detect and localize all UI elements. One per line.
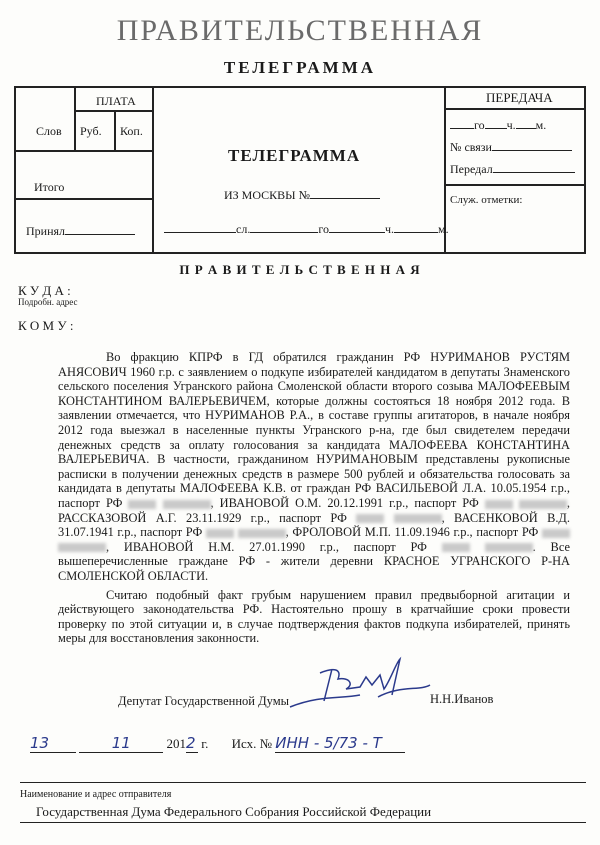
body-paragraph-2: Считаю подобный факт грубым нарушением правил предвыборной агитации и действующего законодательства РФ. Настоятельно прошу в кратчайшие сроки провести проверку по этой ситуации и, в случае подтверждения фактов подкупа избирателей, принять меры для восстановления законности. [58,587,570,646]
n-svyazi-label: № связи [450,140,572,155]
telegram-form [14,86,586,254]
prinyal-label: Принял [26,224,135,239]
sender-underline [20,822,586,823]
telegram-type: П Р А В И Т Е Л Ь С Т В Е Н Н А Я [179,262,421,277]
date-year-digit: 2 [186,734,198,753]
kuda-label: К У Д А : [18,283,71,298]
signature-position: Депутат Государственной Думы [118,694,290,708]
date-month: 11 [79,734,163,753]
document-subtitle: ТЕЛЕГРАММА [223,58,377,77]
sender-divider [20,782,586,783]
komu-label: К О М У : [18,318,74,333]
ish-label: Исх. № [231,736,273,751]
sent-time-line: сл. го ч. м. [164,222,449,237]
sluzh-label: Служ. отметки: [450,194,523,206]
slov-label: Слов [36,124,62,138]
rub-label: Руб. [80,124,102,138]
iz-moskvy-label: ИЗ МОСКВЫ № [224,188,380,203]
ish-number: ИНН - 5/73 - Т [275,734,405,753]
telegram-body [58,350,570,646]
sender-value: Государственная Дума Федерального Собрания Российской Федерации [36,804,432,819]
transfer-time-line: го ч. м. [450,118,546,133]
peredacha-label: ПЕРЕДАЧА [486,90,553,105]
peredal-label: Передал [450,162,575,177]
date-line [30,734,405,753]
podrobn-label: Подробн. адрес [18,297,78,307]
signature-image [280,655,450,715]
plata-label: ПЛАТА [96,94,136,108]
telegramma-heading: ТЕЛЕГРАММА [228,146,361,165]
document-title: ПРАВИТЕЛЬСТВЕННАЯ [116,14,484,47]
signature-name: Н.Н.Иванов [430,692,494,706]
date-year-prefix: 201 [166,736,186,751]
sender-label: Наименование и адрес отправителя [20,789,172,800]
date-g: г. [201,736,209,751]
itogo-label: Итого [34,180,65,194]
date-day: 13 [30,734,76,753]
body-paragraph-1: Во фракцию КПРФ в ГД обратился гражданин РФ НУРИМАНОВ РУСТЯМ АНЯСОВИЧ 1960 г.р. с заявлением о подкупе избирателей кандидатом в депутаты Знаменского сельского поселения Угранского района Смоленской области второго созыва МАЛОФЕЕВЫМ КОНСТАНТИНОМ ВАЛЕРЬЕВИЧЕМ, которые должны состояться 18 ноября 2012 года. В заявлении отмечается, что НУРИМАНОВ Р.А., в составе группы агитаторов, в начале ноября 2012 года выезжал в населенные пункты Угранского р-на, где был свидетелем передачи денежных средств за оплату голосования за кандидата МАЛОФЕЕВА КОНСТАНТИНА ВАЛЕРЬЕВИЧА. В частности, гражданином НУРИМАНОВЫМ представлены рукописные расписки в получении денежных средств в размере 500 рублей и обязательства голосовать за кандидата в депутаты МАЛОФЕЕВА К.В. от граждан РФ ВАСИЛЬЕВОЙ Л.А. 10.05.1954 г.р., паспорт РФ , ИВАНОВОЙ О.М. 20.12.1991 г.р., паспорт РФ , РАССКАЗОВОЙ А.Г. 23.11.1929 г.р., паспорт РФ , ВАСЕНКОВОЙ В.Д. 31.07.1941 г.р., паспорт РФ , ФРОЛОВОЙ М.П. 11.09.1946 г.р., паспорт РФ , ИВАНОВОЙ Н.М. 27.01.1990 г.р., паспорт РФ . Все вышеперечисленные граждане РФ - жители деревни КРАСНОЕ УГРАНСКОГО Р-НА СМОЛЕНСКОЙ ОБЛАСТИ. [58,350,570,583]
kop-label: Коп. [120,124,143,138]
